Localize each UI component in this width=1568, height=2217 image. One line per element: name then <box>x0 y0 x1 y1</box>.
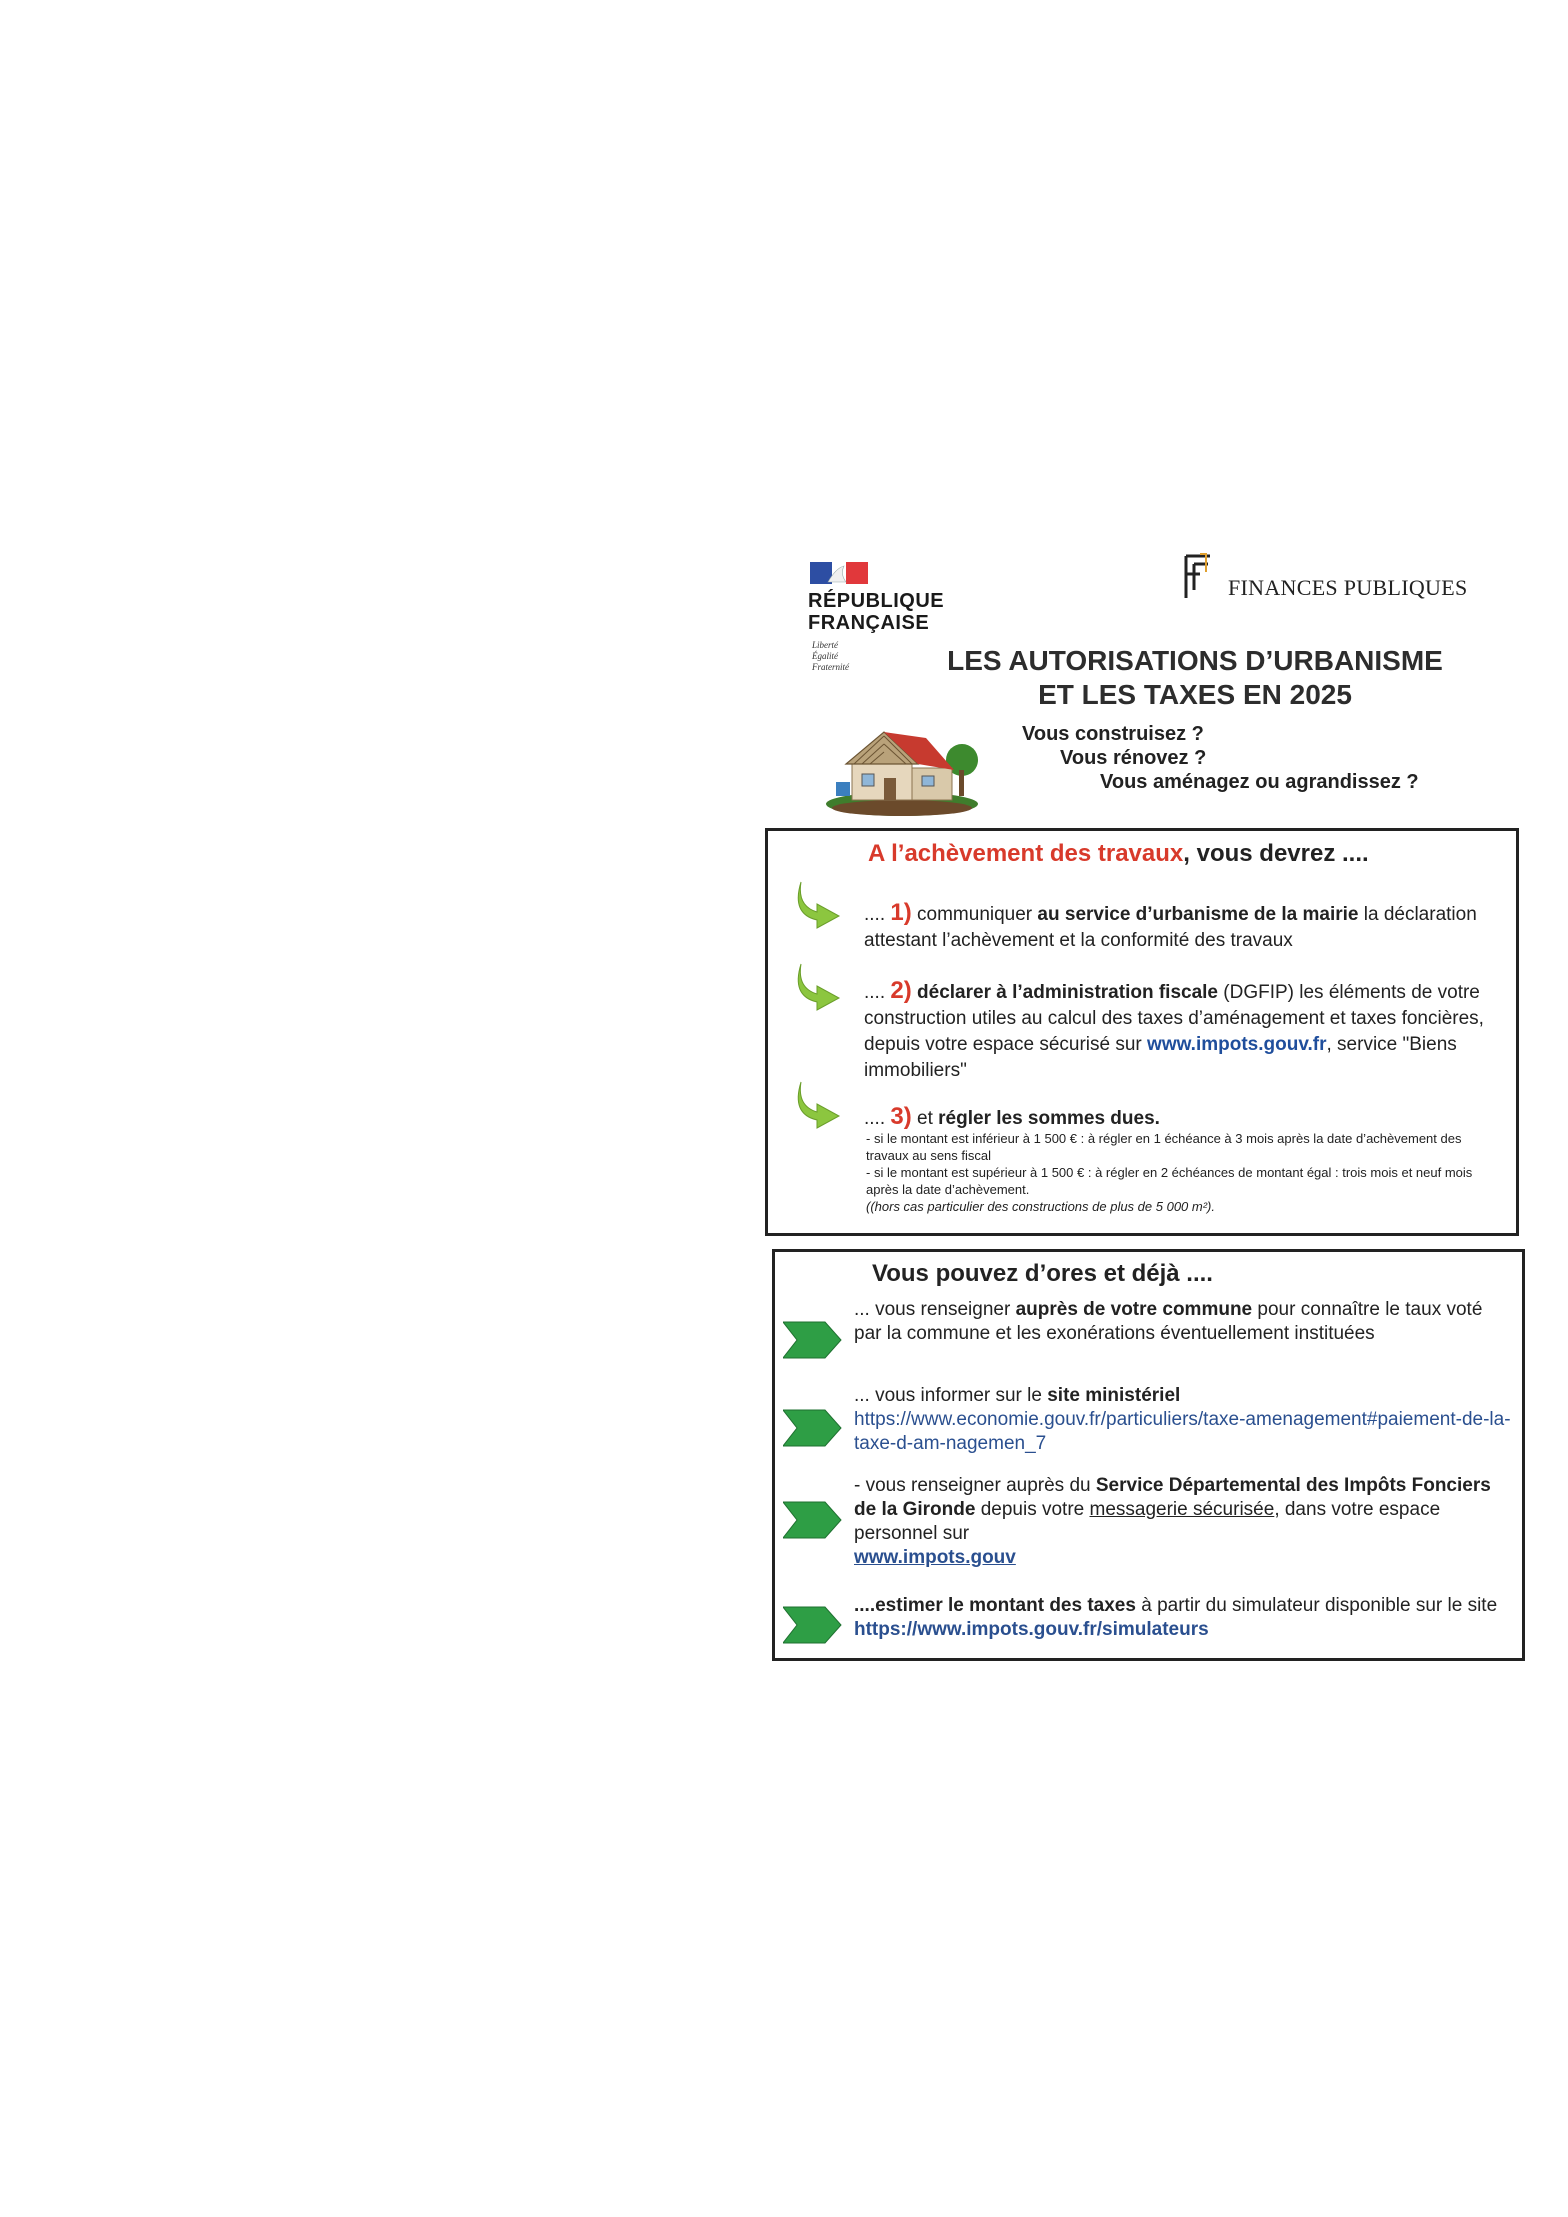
item-commune <box>854 1298 1514 1346</box>
step2-bold: déclarer à l’administration fiscale <box>911 982 1218 1003</box>
item3-text-c: , dans votre espace personnel sur <box>854 1499 1441 1544</box>
green-curved-arrow-icon <box>795 1080 845 1130</box>
item-simulateur <box>854 1594 1514 1642</box>
note-hors-cas: ((hors cas particulier des constructions de plus de 5 000 m²). <box>866 1199 1215 1214</box>
question-construisez: Vous construisez ? <box>1022 723 1204 745</box>
step2-text-b: , service "Biens immobiliers" <box>864 1034 1457 1081</box>
title-line-1: LES AUTORISATIONS D’URBANISME <box>947 645 1443 676</box>
question-amenagez: Vous aménagez ou agrandissez ? <box>1100 771 1419 793</box>
note-superieur: - si le montant est supérieur à 1 500 € : à régler en 2 échéances de montant égal : trois mois et neuf mois après la date d’achèvement. <box>866 1165 1473 1197</box>
item-service-departemental <box>854 1474 1514 1570</box>
item1-bold: auprès de votre commune <box>1015 1299 1253 1320</box>
item1-text-a: ... vous renseigner <box>854 1299 1016 1320</box>
green-curved-arrow-icon <box>795 962 845 1012</box>
item4-bold: ....estimer le montant des taxes <box>854 1595 1136 1616</box>
step1-bold: au service d’urbanisme de la mairie <box>1037 904 1359 925</box>
step-1-communiquer <box>864 900 1514 954</box>
title-line-2: ET LES TAXES EN 2025 <box>1038 679 1352 710</box>
question-renovez: Vous rénovez ? <box>1060 747 1207 769</box>
finances-publiques-logo <box>1180 552 1216 602</box>
item3-bold: Service Départemental des Impôts Fonciers de la Gironde <box>854 1475 1491 1520</box>
step1-text-b: la déclaration attestant l’achèvement et la conformité des travaux <box>864 904 1477 951</box>
impots-gouv-link[interactable]: www.impots.gouv <box>854 1547 1016 1568</box>
item3-text-b: depuis votre <box>975 1499 1090 1520</box>
motto-fraternite: Fraternité <box>812 662 849 672</box>
step-3-regler <box>864 1104 1514 1132</box>
impots-link[interactable]: www.impots.gouv.fr <box>1147 1034 1327 1055</box>
house-illustration <box>822 722 982 818</box>
heading-red-part: A l’achèvement des travaux <box>868 840 1184 867</box>
republic-motto <box>812 640 849 673</box>
step1-text-a: communiquer <box>911 904 1038 925</box>
messagerie-securisee-link[interactable]: messagerie sécurisée <box>1089 1499 1275 1520</box>
step2-prefix: .... <box>864 982 891 1003</box>
note-inferieur: - si le montant est inférieur à 1 500 € : à régler en 1 échéance à 3 mois après la date d’achèvement des travaux au sens fiscal <box>866 1131 1462 1163</box>
step3-prefix: .... <box>864 1108 891 1129</box>
payment-notes <box>866 1130 1506 1215</box>
item1-text-b: pour connaître le taux voté par la commune et les exonérations éventuellement instituées <box>854 1299 1483 1344</box>
item2-bold: site ministériel <box>1047 1385 1181 1406</box>
green-chevron-icon <box>783 1605 843 1645</box>
green-curved-arrow-icon <box>795 880 845 930</box>
motto-egalite: Égalité <box>812 651 838 661</box>
finances-publiques-label: FINANCES PUBLIQUES <box>1228 575 1468 600</box>
green-chevron-icon <box>783 1320 843 1360</box>
item2-text-a: ... vous informer sur le <box>854 1385 1048 1406</box>
box2-heading: Vous pouvez d’ores et déjà .... <box>872 1260 1213 1287</box>
economie-gouv-link[interactable]: https://www.economie.gouv.fr/particuliers/taxe-amenagement#paiement-de-la-taxe-d-am-nagemen_7 <box>854 1409 1511 1454</box>
step1-number: 1) <box>890 899 912 926</box>
marianne-flag-logo <box>810 562 868 584</box>
step1-prefix: .... <box>864 904 891 925</box>
green-chevron-icon <box>783 1500 843 1540</box>
item4-text-a: à partir du simulateur disponible sur le site <box>1135 1595 1498 1616</box>
step-2-declarer <box>864 978 1514 1084</box>
green-chevron-icon <box>783 1408 843 1448</box>
box1-heading <box>868 840 1369 868</box>
step2-text-a: (DGFIP) les éléments de votre construction utiles au calcul des taxes d’aménagement et taxes foncières, depuis votre espace sécurisé sur <box>864 982 1484 1055</box>
heading-rest: , vous devrez .... <box>1183 840 1369 867</box>
step3-number: 3) <box>890 1103 912 1130</box>
item3-text-a: - vous renseigner auprès du <box>854 1475 1096 1496</box>
simulateurs-link[interactable]: https://www.impots.gouv.fr/simulateurs <box>854 1619 1209 1640</box>
step3-text-a: et <box>911 1108 939 1129</box>
page-title <box>900 644 1490 712</box>
step3-bold: régler les sommes dues. <box>938 1108 1160 1129</box>
republique-francaise-label: RÉPUBLIQUE FRANÇAISE <box>808 590 945 634</box>
motto-liberte: Liberté <box>812 640 838 650</box>
item-site-ministeriel <box>854 1384 1514 1456</box>
step2-number: 2) <box>890 977 912 1004</box>
